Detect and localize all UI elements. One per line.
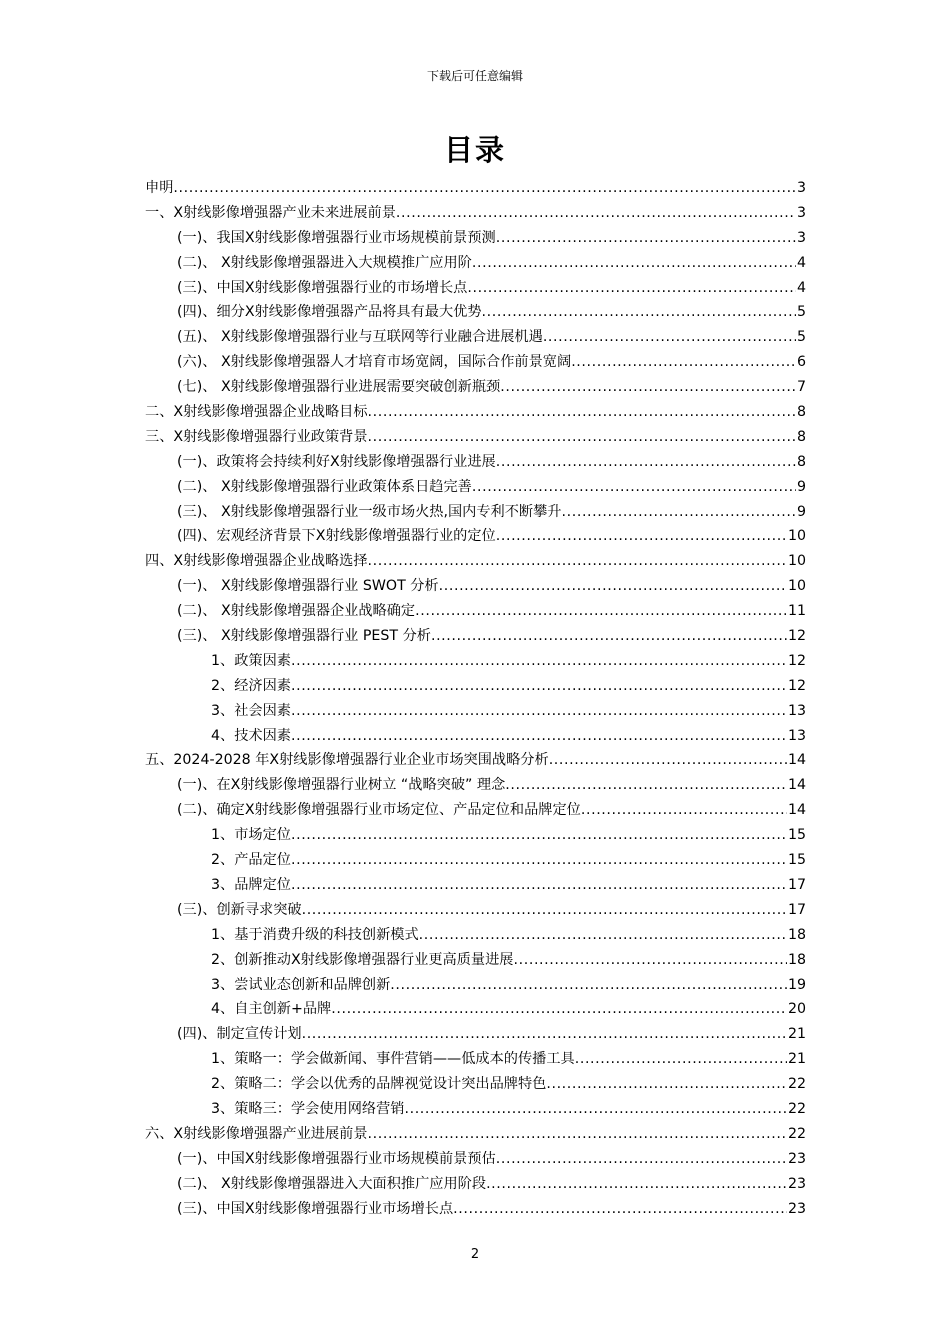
toc-dot-leader: [571, 350, 796, 375]
toc-dot-leader: [549, 748, 787, 773]
toc-dot-leader: [581, 798, 787, 823]
toc-entry[interactable]: [145, 251, 806, 276]
toc-dot-leader: [431, 624, 787, 649]
toc-entry-page: 11: [787, 603, 806, 620]
toc-dot-leader: [302, 898, 787, 923]
toc-entry-label: 2、策略二：学会以优秀的品牌视觉设计突出品牌特色: [211, 1076, 547, 1093]
toc-entry[interactable]: [145, 300, 806, 325]
toc-entry-page: 4: [796, 254, 806, 271]
toc-dot-leader: [404, 1097, 786, 1122]
toc-entry-page: 8: [796, 428, 806, 445]
toc-entry[interactable]: [145, 997, 806, 1022]
toc-entry-page: 15: [787, 827, 806, 844]
toc-entry-label: 3、社会因素: [211, 702, 291, 719]
toc-entry[interactable]: [145, 375, 806, 400]
toc-entry-page: 12: [787, 628, 806, 645]
toc-entry-page: 3: [796, 204, 806, 221]
toc-entry[interactable]: [145, 176, 806, 201]
toc-entry-label: (二)、 X射线影像增强器行业政策体系日趋完善: [177, 478, 472, 495]
toc-entry-label: 二、X射线影像增强器企业战略目标: [145, 404, 368, 421]
toc-entry[interactable]: [145, 1072, 806, 1097]
header-note: 下载后可任意编辑: [426, 69, 523, 83]
toc-entry[interactable]: [145, 624, 806, 649]
toc-entry-page: 19: [787, 976, 806, 993]
toc-dot-leader: [439, 574, 787, 599]
toc-entry-label: (三)、中国X射线影像增强器行业市场增长点: [177, 1200, 454, 1217]
toc-entry[interactable]: [145, 748, 806, 773]
toc-entry-page: 10: [787, 578, 806, 595]
toc-dot-leader: [562, 500, 796, 525]
toc-dot-leader: [302, 1022, 787, 1047]
toc-dot-leader: [496, 1147, 787, 1172]
toc-entry[interactable]: [145, 549, 806, 574]
toc-entry-page: 14: [787, 802, 806, 819]
toc-entry-label: 3、品牌定位: [211, 876, 291, 893]
toc-entry-page: 12: [787, 677, 806, 694]
toc-entry-label: 四、X射线影像增强器企业战略选择: [145, 553, 368, 570]
toc-entry-page: 23: [787, 1150, 806, 1167]
toc-entry[interactable]: [145, 1122, 806, 1147]
toc-dot-leader: [291, 699, 787, 724]
toc-dot-leader: [390, 973, 787, 998]
toc-entry-label: 1、政策因素: [211, 652, 291, 669]
toc-entry-label: (一)、政策将会持续利好X射线影像增强器行业进展: [177, 453, 496, 470]
toc-entry[interactable]: [145, 1172, 806, 1197]
toc-entry[interactable]: [145, 898, 806, 923]
toc-entry-label: (二)、确定X射线影像增强器行业市场定位、产品定位和品牌定位: [177, 802, 581, 819]
toc-entry[interactable]: [145, 1022, 806, 1047]
toc-entry-page: 5: [796, 304, 806, 321]
toc-entry[interactable]: [145, 848, 806, 873]
toc-entry-page: 18: [787, 926, 806, 943]
toc-dot-leader: [543, 325, 796, 350]
toc-entry[interactable]: [145, 524, 806, 549]
toc-dot-leader: [546, 1072, 787, 1097]
toc-entry[interactable]: [145, 574, 806, 599]
toc-dot-leader: [291, 649, 787, 674]
toc-dot-leader: [482, 300, 796, 325]
toc-dot-leader: [496, 524, 787, 549]
toc-entry-label: 2、产品定位: [211, 852, 291, 869]
toc-dot-leader: [291, 873, 787, 898]
toc-entry-page: 15: [787, 852, 806, 869]
toc-entry[interactable]: [145, 425, 806, 450]
toc-entry-label: 2、创新推动X射线影像增强器行业更高质量进展: [211, 951, 514, 968]
toc-entry-label: 2、经济因素: [211, 677, 291, 694]
toc-entry-label: (一)、我国X射线影像增强器行业市场规模前景预测: [177, 229, 496, 246]
toc-entry-page: 8: [796, 453, 806, 470]
toc-entry-page: 20: [787, 1001, 806, 1018]
toc-entry-page: 21: [787, 1026, 806, 1043]
toc-dot-leader: [472, 475, 796, 500]
toc-entry[interactable]: [145, 599, 806, 624]
toc-entry-page: 10: [787, 553, 806, 570]
toc-entry-label: (五)、 X射线影像增强器行业与互联网等行业融合进展机遇: [177, 329, 543, 346]
toc-entry[interactable]: [145, 450, 806, 475]
toc-entry-page: 23: [787, 1200, 806, 1217]
toc-entry-label: (七)、 X射线影像增强器行业进展需要突破创新瓶颈: [177, 379, 501, 396]
toc-entry[interactable]: [145, 823, 806, 848]
toc-entry-label: 三、X射线影像增强器行业政策背景: [145, 428, 368, 445]
toc-entry-label: 一、X射线影像增强器产业未来进展前景: [145, 204, 396, 221]
toc-entry-page: 4: [796, 279, 806, 296]
toc-dot-leader: [368, 425, 796, 450]
toc-entry-label: 1、策略一：学会做新闻、事件营销——低成本的传播工具: [211, 1051, 575, 1068]
toc-entry-page: 13: [787, 702, 806, 719]
toc-entry[interactable]: [145, 1147, 806, 1172]
toc-dot-leader: [396, 201, 796, 226]
toc-dot-leader: [486, 1172, 787, 1197]
toc-dot-leader: [500, 375, 796, 400]
toc-entry-label: (三)、 X射线影像增强器行业 PEST 分析: [177, 628, 431, 645]
toc-entry-page: 23: [787, 1175, 806, 1192]
toc-entry-label: (四)、细分X射线影像增强器产品将具有最大优势: [177, 304, 482, 321]
toc-entry-page: 17: [787, 901, 806, 918]
toc-entry-label: 4、自主创新+品牌: [211, 1001, 332, 1018]
toc-entry-label: (一)、 X射线影像增强器行业 SWOT 分析: [177, 578, 439, 595]
toc-entry-label: (二)、 X射线影像增强器企业战略确定: [177, 603, 416, 620]
toc-dot-leader: [291, 823, 787, 848]
toc-dot-leader: [368, 1122, 787, 1147]
toc-entry[interactable]: [145, 1047, 806, 1072]
toc-entry-label: (二)、 X射线影像增强器进入大规模推广应用阶: [177, 254, 472, 271]
toc-entry[interactable]: [145, 201, 806, 226]
toc-dot-leader: [467, 276, 796, 301]
toc-entry-label: (三)、 X射线影像增强器行业一级市场火热,国内专利不断攀升: [177, 503, 562, 520]
toc-entry[interactable]: [145, 1097, 806, 1122]
toc-entry-page: 9: [796, 503, 806, 520]
toc-entry-label: 六、X射线影像增强器产业进展前景: [145, 1125, 368, 1142]
toc-dot-leader: [291, 848, 787, 873]
toc-entry[interactable]: [145, 699, 806, 724]
toc-entry-page: 22: [787, 1076, 806, 1093]
table-of-contents: [145, 176, 806, 1221]
toc-dot-leader: [173, 176, 796, 201]
toc-entry[interactable]: [145, 276, 806, 301]
toc-entry-label: (四)、制定宣传计划: [177, 1026, 302, 1043]
toc-entry[interactable]: [145, 1197, 806, 1222]
toc-dot-leader: [575, 1047, 787, 1072]
toc-entry-page: 22: [787, 1125, 806, 1142]
page-title: 目录: [443, 133, 506, 167]
toc-dot-leader: [514, 948, 787, 973]
toc-entry[interactable]: [145, 798, 806, 823]
toc-dot-leader: [453, 1197, 787, 1222]
toc-entry-page: 14: [787, 752, 806, 769]
toc-entry[interactable]: [145, 923, 806, 948]
toc-entry-label: 3、尝试业态创新和品牌创新: [211, 976, 391, 993]
toc-entry-label: (一)、在X射线影像增强器行业树立 “战略突破” 理念: [177, 777, 506, 794]
toc-entry[interactable]: [145, 350, 806, 375]
toc-entry[interactable]: [145, 325, 806, 350]
toc-dot-leader: [472, 251, 796, 276]
toc-entry-label: 1、基于消费升级的科技创新模式: [211, 926, 419, 943]
toc-entry[interactable]: [145, 500, 806, 525]
toc-entry-page: 13: [787, 727, 806, 744]
toc-entry-page: 18: [787, 951, 806, 968]
toc-entry[interactable]: [145, 649, 806, 674]
toc-entry-page: 8: [796, 404, 806, 421]
toc-dot-leader: [496, 226, 796, 251]
toc-dot-leader: [419, 923, 787, 948]
toc-entry-label: 五、2024-2028 年X射线影像增强器行业企业市场突围战略分析: [145, 752, 549, 769]
toc-dot-leader: [368, 400, 796, 425]
toc-entry-page: 3: [796, 229, 806, 246]
toc-entry-label: (三)、创新寻求突破: [177, 901, 302, 918]
toc-dot-leader: [368, 549, 787, 574]
toc-dot-leader: [331, 997, 787, 1022]
toc-entry-page: 9: [796, 478, 806, 495]
toc-entry-page: 10: [787, 528, 806, 545]
toc-entry-label: (四)、宏观经济背景下X射线影像增强器行业的定位: [177, 528, 496, 545]
toc-entry-label: (三)、中国X射线影像增强器行业的市场增长点: [177, 279, 468, 296]
toc-entry-page: 7: [796, 379, 806, 396]
toc-entry[interactable]: [145, 724, 806, 749]
toc-entry[interactable]: [145, 948, 806, 973]
toc-entry-page: 17: [787, 876, 806, 893]
toc-entry[interactable]: [145, 873, 806, 898]
toc-entry[interactable]: [145, 973, 806, 998]
page-number: 2: [470, 1247, 480, 1262]
toc-entry-page: 14: [787, 777, 806, 794]
toc-entry-label: (六)、 X射线影像增强器人才培育市场宽阔，国际合作前景宽阔: [177, 354, 572, 371]
toc-entry-page: 21: [787, 1051, 806, 1068]
toc-entry-page: 6: [796, 354, 806, 371]
toc-entry[interactable]: [145, 400, 806, 425]
toc-entry-page: 22: [787, 1100, 806, 1117]
toc-entry-page: 5: [796, 329, 806, 346]
toc-entry[interactable]: [145, 773, 806, 798]
toc-entry-label: 3、策略三：学会使用网络营销: [211, 1100, 405, 1117]
toc-dot-leader: [505, 773, 787, 798]
toc-entry-page: 12: [787, 652, 806, 669]
toc-entry[interactable]: [145, 226, 806, 251]
toc-entry[interactable]: [145, 475, 806, 500]
toc-entry-label: (一)、中国X射线影像增强器行业市场规模前景预估: [177, 1150, 496, 1167]
toc-entry[interactable]: [145, 674, 806, 699]
toc-entry-label: 1、市场定位: [211, 827, 291, 844]
toc-entry-label: 4、技术因素: [211, 727, 291, 744]
toc-dot-leader: [415, 599, 787, 624]
toc-dot-leader: [291, 674, 787, 699]
toc-dot-leader: [496, 450, 796, 475]
toc-entry-label: 申明: [145, 180, 174, 196]
toc-entry-label: (二)、 X射线影像增强器进入大面积推广应用阶段: [177, 1175, 487, 1192]
toc-entry-page: 3: [796, 180, 806, 196]
toc-dot-leader: [291, 724, 787, 749]
